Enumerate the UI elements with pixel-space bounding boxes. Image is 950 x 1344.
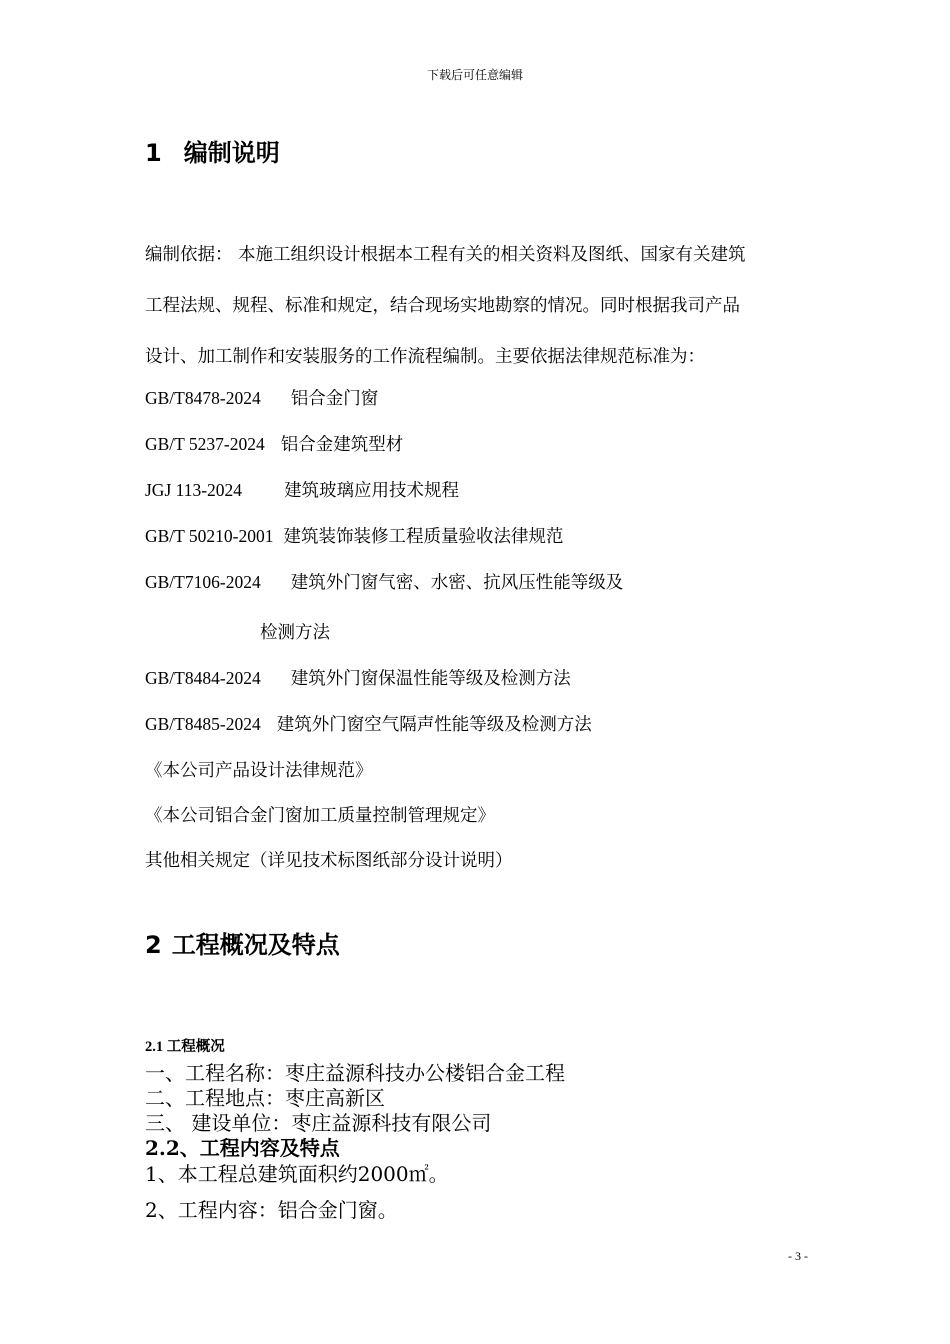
standard-item [145,711,592,736]
feature-point: 1、本工程总建筑面积约2000㎡。 [145,1162,449,1186]
standard-item-continuation [260,619,330,644]
subsection-2-1-heading: 2.1 工程概况 [145,1039,225,1055]
standard-code: GB/T 5237-2024 [145,434,265,454]
standard-name: 铝合金建筑型材 [280,435,404,455]
standard-item [145,477,459,502]
section-2-number: 2 [145,931,162,959]
section-1-heading [145,133,280,168]
standard-name: 建筑外门窗空气隔声性能等级及检测方法 [276,715,592,735]
section-2-heading [145,925,340,960]
standard-code: JGJ 113-2024 [145,480,243,500]
section-1-number: 1 [145,139,162,167]
overview-item: 二、工程地点：枣庄高新区 [145,1086,385,1110]
standard-item [145,523,564,548]
subsection-2-2-heading: 2.2、工程内容及特点 [145,1136,340,1160]
standard-code: GB/T8484-2024 [145,668,261,688]
section-1-title: 编制说明 [183,139,280,167]
standard-name: 建筑外门窗保温性能等级及检测方法 [290,669,571,689]
feature-point: 2、工程内容：铝合金门窗。 [145,1198,398,1222]
standard-code: GB/T7106-2024 [145,572,261,592]
standard-code: GB/T 50210-2001 [145,526,274,546]
section-2-title: 工程概况及特点 [171,931,340,959]
standard-name: 铝合金门窗 [290,389,379,409]
standard-code: GB/T8485-2024 [145,714,261,734]
overview-item: 三、 建设单位：枣庄益源科技有限公司 [145,1111,492,1135]
standard-item [145,431,403,456]
page-header: 下载后可任意编辑 [426,68,523,82]
standard-name: 建筑装饰装修工程质量验收法律规范 [283,527,564,547]
overview-item: 一、工程名称：枣庄益源科技办公楼铝合金工程 [145,1061,565,1085]
basis-paragraph-line-2: 工程法规、规程、标准和规定，结合现场实地勘察的情况。同时根据我司产品 [145,296,740,316]
standard-item [145,569,623,594]
standard-code: GB/T8478-2024 [145,388,261,408]
standard-name: 检测方法 [260,623,330,643]
other-reference: 《本公司铝合金门窗加工质量控制管理规定》 [145,806,495,826]
standard-item [145,385,378,410]
standard-name: 建筑玻璃应用技术规程 [284,481,460,501]
other-reference: 其他相关规定（详见技术标图纸部分设计说明） [145,851,513,871]
standard-name: 建筑外门窗气密、水密、抗风压性能等级及 [290,573,624,593]
standard-item [145,665,571,690]
other-reference: 《本公司产品设计法律规范》 [145,761,373,781]
basis-paragraph-line-3: 设计、加工制作和安装服务的工作流程编制。主要依据法律规范标准为： [145,347,705,367]
page-number: - 3 - [788,1249,808,1263]
basis-paragraph-line-1: 编制依据： 本施工组织设计根据本工程有关的相关资料及图纸、国家有关建筑 [145,245,746,265]
